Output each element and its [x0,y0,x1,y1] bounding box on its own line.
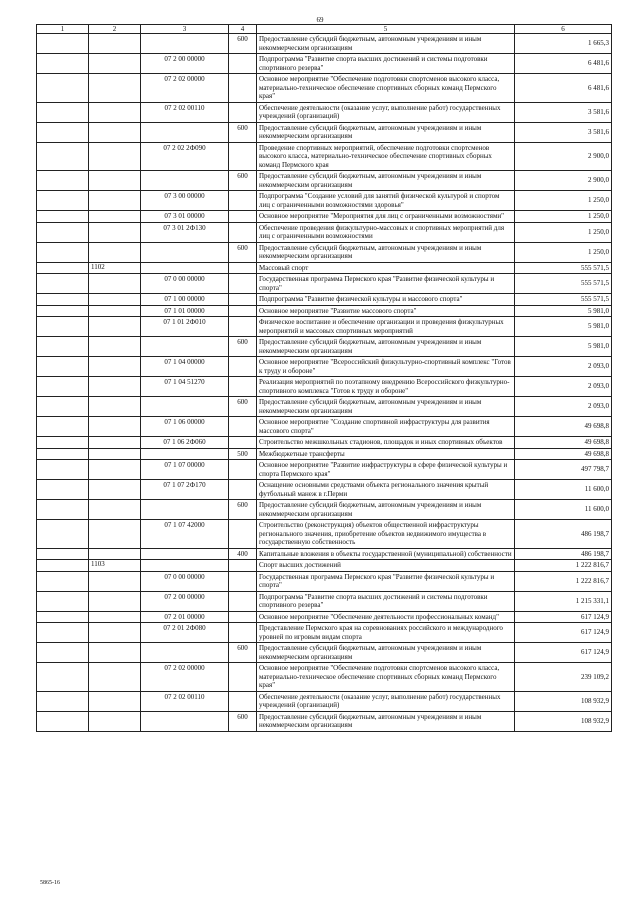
amount-cell: 49 698,8 [515,417,612,437]
expense-type-cell [229,191,257,211]
table-row [37,571,612,591]
document-footer-code: 5865-16 [40,880,60,886]
expense-type-cell: 500 [229,448,257,460]
subsection-cell [89,611,141,623]
amount-cell: 11 600,0 [515,500,612,520]
target-article-cell [141,711,229,731]
description-cell: Строительство (реконструкция) объектов общественной инфраструктуры регионального значения, приобретение объектов недвижимого имущества в государственную собственность [257,520,515,549]
amount-cell: 49 698,8 [515,437,612,449]
subsection-cell [89,34,141,54]
table-row [37,417,612,437]
header-row [37,25,612,34]
table-row [37,591,612,611]
subsection-cell [89,171,141,191]
amount-cell: 5 981,0 [515,337,612,357]
description-cell: Предоставление субсидий бюджетным, автономным учреждениям и иным некоммерческим организациям [257,711,515,731]
subsection-cell [89,142,141,171]
expense-type-cell: 600 [229,337,257,357]
description-cell: Основное мероприятие "Обеспечение подготовки спортсменов высокого класса, материально-техническое обеспечение спортивных сборных команд Пермского края" [257,663,515,692]
description-cell: Обеспечение деятельности (оказание услуг, выполнение работ) государственных учреждений (организаций) [257,102,515,122]
target-article-cell [141,122,229,142]
section-cell [37,520,89,549]
subsection-cell [89,191,141,211]
description-cell: Предоставление субсидий бюджетным, автономным учреждениям и иным некоммерческим организациям [257,242,515,262]
target-article-cell: 07 1 00 00000 [141,294,229,306]
expense-type-cell [229,262,257,274]
subsection-cell: 1102 [89,262,141,274]
amount-cell: 1 250,0 [515,211,612,223]
amount-cell: 617 124,9 [515,611,612,623]
description-cell: Подпрограмма "Создание условий для занятий физической культурой и спортом лиц с ограниченными возможностями здоровья" [257,191,515,211]
expense-type-cell [229,305,257,317]
table-row [37,191,612,211]
page-number: 69 [316,16,324,24]
table-row [37,448,612,460]
description-cell: Основное мероприятие "Создание спортивной инфраструктуры для развития массового спорта" [257,417,515,437]
description-cell: Государственная программа Пермского края "Развитие физической культуры и спорта" [257,274,515,294]
target-article-cell: 07 1 01 2Ф010 [141,317,229,337]
section-cell [37,211,89,223]
expense-type-cell [229,663,257,692]
target-article-cell: 07 2 02 00110 [141,691,229,711]
description-cell: Предоставление субсидий бюджетным, автономным учреждениям и иным некоммерческим организациям [257,337,515,357]
table-row [37,142,612,171]
amount-cell: 2 093,0 [515,377,612,397]
expense-type-cell: 600 [229,122,257,142]
amount-cell: 1 250,0 [515,222,612,242]
amount-cell: 2 900,0 [515,171,612,191]
description-cell: Оснащение основными средствами объекта регионального значения крытый футбольный манеж в г.Перми [257,480,515,500]
subsection-cell [89,643,141,663]
section-cell [37,460,89,480]
table-row [37,274,612,294]
amount-cell: 108 932,9 [515,711,612,731]
target-article-cell: 07 0 00 00000 [141,571,229,591]
target-article-cell: 07 1 06 2Ф060 [141,437,229,449]
table-row [37,480,612,500]
description-cell: Предоставление субсидий бюджетным, автономным учреждениям и иным некоммерческим организациям [257,643,515,663]
description-cell: Предоставление субсидий бюджетным, автономным учреждениям и иным некоммерческим организациям [257,397,515,417]
description-cell: Капитальные вложения в объекты государственной (муниципальной) собственности [257,548,515,560]
target-article-cell: 07 3 00 00000 [141,191,229,211]
section-cell [37,34,89,54]
table-row [37,34,612,54]
subsection-cell [89,274,141,294]
target-article-cell: 07 2 02 00000 [141,663,229,692]
target-article-cell: 07 1 06 00000 [141,417,229,437]
section-cell [37,377,89,397]
section-cell [37,623,89,643]
amount-cell: 2 900,0 [515,142,612,171]
section-cell [37,142,89,171]
target-article-cell [141,397,229,417]
description-cell: Подпрограмма "Развитие физической культуры и массового спорта" [257,294,515,306]
expense-type-cell [229,222,257,242]
section-cell [37,222,89,242]
target-article-cell [141,34,229,54]
section-cell [37,191,89,211]
budget-table-body [37,25,612,732]
target-article-cell: 07 2 00 00000 [141,54,229,74]
subsection-cell [89,691,141,711]
target-article-cell: 07 2 00 00000 [141,591,229,611]
amount-cell: 6 481,6 [515,74,612,103]
expense-type-cell [229,211,257,223]
amount-cell: 3 581,6 [515,122,612,142]
target-article-cell [141,448,229,460]
table-row [37,357,612,377]
expense-type-cell [229,691,257,711]
table-row [37,317,612,337]
amount-cell: 3 581,6 [515,102,612,122]
expense-type-cell [229,460,257,480]
amount-cell: 1 250,0 [515,191,612,211]
section-cell [37,317,89,337]
header-cell: 4 [229,25,257,34]
table-row [37,222,612,242]
amount-cell: 2 093,0 [515,357,612,377]
subsection-cell [89,548,141,560]
section-cell [37,480,89,500]
subsection-cell [89,591,141,611]
section-cell [37,437,89,449]
target-article-cell: 07 1 07 42000 [141,520,229,549]
target-article-cell [141,560,229,572]
amount-cell: 617 124,9 [515,643,612,663]
expense-type-cell [229,74,257,103]
subsection-cell [89,377,141,397]
description-cell: Проведение спортивных мероприятий, обеспечение подготовки спортсменов высокого класса, материально-техническое обеспечение спортивных сборных команд Пермского края [257,142,515,171]
subsection-cell [89,663,141,692]
header-cell: 3 [141,25,229,34]
subsection-cell [89,711,141,731]
expense-type-cell [229,142,257,171]
target-article-cell: 07 2 02 00000 [141,74,229,103]
table-row [37,711,612,731]
target-article-cell [141,643,229,663]
description-cell: Представление Пермского края на соревнованиях российского и международного уровней по игровым видам спорта [257,623,515,643]
subsection-cell [89,520,141,549]
subsection-cell [89,102,141,122]
description-cell: Основное мероприятие "Обеспечение деятельности профессиональных команд" [257,611,515,623]
table-row [37,437,612,449]
expense-type-cell [229,560,257,572]
amount-cell: 6 481,6 [515,54,612,74]
description-cell: Обеспечение деятельности (оказание услуг, выполнение работ) государственных учреждений (организаций) [257,691,515,711]
expense-type-cell [229,437,257,449]
section-cell [37,560,89,572]
description-cell: Подпрограмма "Развитие спорта высших достижений и системы подготовки спортивного резерва" [257,591,515,611]
section-cell [37,711,89,731]
expense-type-cell [229,480,257,500]
target-article-cell [141,337,229,357]
expense-type-cell: 600 [229,171,257,191]
section-cell [37,122,89,142]
subsection-cell [89,357,141,377]
subsection-cell [89,122,141,142]
section-cell [37,242,89,262]
table-row [37,611,612,623]
section-cell [37,337,89,357]
table-row [37,305,612,317]
header-cell: 2 [89,25,141,34]
section-cell [37,548,89,560]
expense-type-cell [229,591,257,611]
description-cell: Основное мероприятие "Развитие инфраструктуры в сфере физической культуры и спорта Пермского края" [257,460,515,480]
table-row [37,242,612,262]
description-cell: Обеспечение проведения физкультурно-массовых и спортивных мероприятий для лиц с ограниченными возможностями [257,222,515,242]
subsection-cell [89,623,141,643]
table-row [37,500,612,520]
table-row [37,337,612,357]
description-cell: Массовый спорт [257,262,515,274]
section-cell [37,262,89,274]
expense-type-cell [229,611,257,623]
description-cell: Предоставление субсидий бюджетным, автономным учреждениям и иным некоммерческим организациям [257,171,515,191]
table-row [37,171,612,191]
section-cell [37,663,89,692]
expense-type-cell [229,54,257,74]
subsection-cell [89,397,141,417]
section-cell [37,611,89,623]
target-article-cell [141,171,229,191]
subsection-cell [89,460,141,480]
subsection-cell [89,54,141,74]
section-cell [37,591,89,611]
expense-type-cell: 400 [229,548,257,560]
subsection-cell [89,417,141,437]
table-row [37,623,612,643]
amount-cell: 239 109,2 [515,663,612,692]
amount-cell: 49 698,8 [515,448,612,460]
amount-cell: 555 571,5 [515,294,612,306]
amount-cell: 486 198,7 [515,548,612,560]
table-row [37,520,612,549]
expense-type-cell [229,357,257,377]
target-article-cell [141,500,229,520]
section-cell [37,691,89,711]
subsection-cell [89,305,141,317]
table-row [37,663,612,692]
amount-cell: 1 215 331,1 [515,591,612,611]
description-cell: Строительство межшкольных стадионов, площадок и иных спортивных объектов [257,437,515,449]
section-cell [37,357,89,377]
table-row [37,102,612,122]
section-cell [37,571,89,591]
expense-type-cell [229,417,257,437]
amount-cell: 1 665,3 [515,34,612,54]
description-cell: Основное мероприятие "Всероссийский физкультурно-спортивный комплекс "Готов к труду и обороне" [257,357,515,377]
amount-cell: 617 124,9 [515,623,612,643]
table-row [37,74,612,103]
target-article-cell: 07 1 04 00000 [141,357,229,377]
subsection-cell: 1103 [89,560,141,572]
description-cell: Реализация мероприятий по поэтапному внедрению Всероссийского физкультурно-спортивного комплекса "Готов к труду и обороне" [257,377,515,397]
section-cell [37,74,89,103]
table-row [37,294,612,306]
expense-type-cell [229,623,257,643]
amount-cell: 1 250,0 [515,242,612,262]
subsection-cell [89,448,141,460]
section-cell [37,274,89,294]
expense-type-cell [229,317,257,337]
target-article-cell [141,242,229,262]
subsection-cell [89,211,141,223]
section-cell [37,417,89,437]
description-cell: Основное мероприятие "Мероприятия для лиц с ограниченными возможностями" [257,211,515,223]
section-cell [37,294,89,306]
table-row [37,211,612,223]
subsection-cell [89,437,141,449]
amount-cell: 486 198,7 [515,520,612,549]
expense-type-cell: 600 [229,397,257,417]
table-row [37,397,612,417]
expense-type-cell [229,102,257,122]
section-cell [37,397,89,417]
table-row [37,548,612,560]
expense-type-cell [229,377,257,397]
expense-type-cell [229,294,257,306]
description-cell: Спорт высших достижений [257,560,515,572]
section-cell [37,102,89,122]
description-cell: Основное мероприятие "Обеспечение подготовки спортсменов высокого класса, материально-техническое обеспечение спортивных сборных команд Пермского края" [257,74,515,103]
table-row [37,643,612,663]
description-cell: Подпрограмма "Развитие спорта высших достижений и системы подготовки спортивного резерва" [257,54,515,74]
target-article-cell: 07 3 01 00000 [141,211,229,223]
subsection-cell [89,337,141,357]
header-cell: 1 [37,25,89,34]
target-article-cell [141,262,229,274]
subsection-cell [89,317,141,337]
table-row [37,460,612,480]
table-row [37,122,612,142]
section-cell [37,500,89,520]
expense-type-cell [229,274,257,294]
header-cell: 5 [257,25,515,34]
target-article-cell: 07 2 01 00000 [141,611,229,623]
target-article-cell [141,548,229,560]
section-cell [37,305,89,317]
amount-cell: 555 571,5 [515,274,612,294]
target-article-cell: 07 1 07 2Ф170 [141,480,229,500]
amount-cell: 1 222 816,7 [515,571,612,591]
amount-cell: 2 093,0 [515,397,612,417]
amount-cell: 11 600,0 [515,480,612,500]
expense-type-cell: 600 [229,500,257,520]
target-article-cell: 07 2 02 00110 [141,102,229,122]
subsection-cell [89,242,141,262]
target-article-cell: 07 1 07 00000 [141,460,229,480]
subsection-cell [89,500,141,520]
description-cell: Межбюджетные трансферты [257,448,515,460]
description-cell: Предоставление субсидий бюджетным, автономным учреждениям и иным некоммерческим организациям [257,34,515,54]
subsection-cell [89,222,141,242]
expense-type-cell [229,520,257,549]
expense-type-cell: 600 [229,242,257,262]
target-article-cell: 07 3 01 2Ф130 [141,222,229,242]
target-article-cell: 07 1 04 51270 [141,377,229,397]
section-cell [37,643,89,663]
table-row [37,377,612,397]
target-article-cell: 07 1 01 00000 [141,305,229,317]
description-cell: Предоставление субсидий бюджетным, автономным учреждениям и иным некоммерческим организациям [257,500,515,520]
expense-type-cell: 600 [229,711,257,731]
description-cell: Государственная программа Пермского края "Развитие физической культуры и спорта" [257,571,515,591]
description-cell: Предоставление субсидий бюджетным, автономным учреждениям и иным некоммерческим организациям [257,122,515,142]
amount-cell: 1 222 816,7 [515,560,612,572]
expense-type-cell: 600 [229,643,257,663]
amount-cell: 555 571,5 [515,262,612,274]
amount-cell: 497 798,7 [515,460,612,480]
table-row [37,691,612,711]
table-row [37,54,612,74]
target-article-cell: 07 0 00 00000 [141,274,229,294]
amount-cell: 5 981,0 [515,305,612,317]
subsection-cell [89,571,141,591]
header-cell: 6 [515,25,612,34]
section-cell [37,171,89,191]
target-article-cell: 07 2 02 2Ф090 [141,142,229,171]
table-row [37,560,612,572]
expense-type-cell [229,571,257,591]
amount-cell: 108 932,9 [515,691,612,711]
expense-type-cell: 600 [229,34,257,54]
amount-cell: 5 981,0 [515,317,612,337]
subsection-cell [89,294,141,306]
subsection-cell [89,480,141,500]
table-row [37,262,612,274]
subsection-cell [89,74,141,103]
section-cell [37,448,89,460]
target-article-cell: 07 2 01 2Ф080 [141,623,229,643]
budget-table [36,24,612,732]
description-cell: Физическое воспитание и обеспечение организации и проведения физкультурных мероприятий и массовых спортивных мероприятий [257,317,515,337]
section-cell [37,54,89,74]
description-cell: Основное мероприятие "Развитие массового спорта" [257,305,515,317]
